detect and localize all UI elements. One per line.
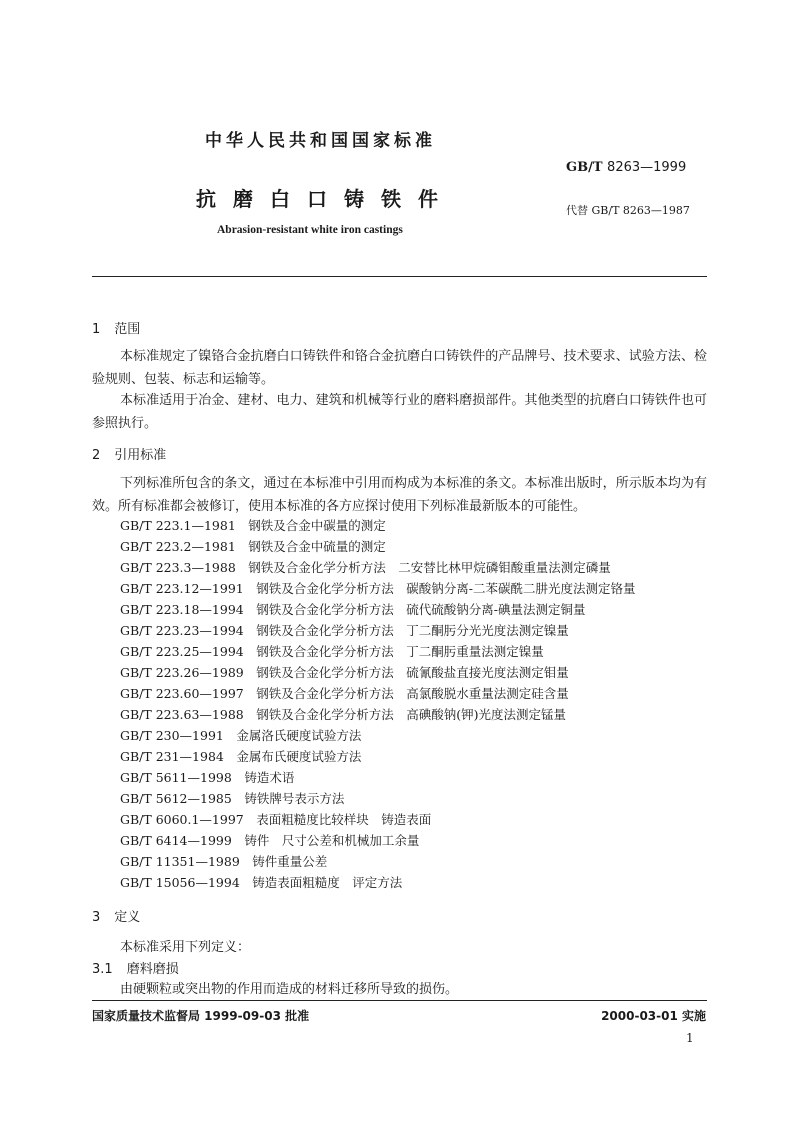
standard-number [566, 160, 686, 175]
reference-item: GB/T 223.60—1997 钢铁及合金化学分析方法 高氯酸脱水重量法测定硅含量 [120, 686, 569, 701]
reference-item: GB/T 11351—1989 铸件重量公差 [120, 854, 328, 869]
section-3-number: 3 [92, 910, 101, 925]
section-1-paragraph-1: 本标准规定了镍铬合金抗磨白口铸铁件和铬合金抗磨白口铸铁件的产品牌号、技术要求、试验方法、检验规则、包装、标志和运输等。 [92, 349, 707, 387]
approval-line: 国家质量技术监督局 1999-09-03 批准 [92, 1009, 310, 1023]
reference-item: GB/T 223.3—1988 钢铁及合金化学分析方法 二安替比林甲烷磷钼酸重量法测定磷量 [120, 560, 611, 575]
reference-item: GB/T 223.25—1994 钢铁及合金化学分析方法 丁二酮肟重量法测定镍量 [120, 644, 544, 659]
section-2-title: 引用标准 [114, 448, 167, 463]
replaces-standard: 代替 GB/T 8263—1987 [566, 204, 690, 217]
reference-item: GB/T 231—1984 金属布氏硬度试验方法 [120, 749, 362, 764]
header-divider [92, 276, 707, 277]
reference-item: GB/T 5612—1985 铸铁牌号表示方法 [120, 791, 345, 806]
reference-item: GB/T 6060.1—1997 表面粗糙度比较样块 铸造表面 [120, 812, 432, 827]
reference-item: GB/T 223.26—1989 钢铁及合金化学分析方法 硫氰酸盐直接光度法测定钼量 [120, 665, 569, 680]
section-1-heading [92, 318, 140, 337]
document-title: 抗磨白口铸铁件 [196, 187, 455, 211]
subsection-3-1-heading [92, 958, 179, 977]
subsection-3-1-number: 3.1 [92, 962, 113, 977]
section-2-heading [92, 444, 166, 463]
reference-item: GB/T 223.63—1988 钢铁及合金化学分析方法 高碘酸钠(钾)光度法测定锰量 [120, 707, 566, 722]
subsection-3-1-text: 由硬颗粒或突出物的作用而造成的材料迁移所导致的损伤。 [120, 982, 459, 997]
section-3-title: 定义 [114, 910, 141, 925]
reference-item: GB/T 223.18—1994 钢铁及合金化学分析方法 硫代硫酸钠分离-碘量法测定铜量 [120, 602, 586, 617]
reference-item: GB/T 15056—1994 铸造表面粗糙度 评定方法 [120, 875, 403, 890]
subsection-3-1-title: 磨料磨损 [126, 962, 179, 977]
reference-item: GB/T 223.23—1994 钢铁及合金化学分析方法 丁二酮肟分光光度法测定镍量 [120, 623, 569, 638]
implementation-date: 2000-03-01 实施 [601, 1009, 706, 1023]
section-1-paragraph-2: 本标准适用于冶金、建材、电力、建筑和机械等行业的磨料磨损部件。其他类型的抗磨白口铸铁件也可参照执行。 [92, 393, 707, 431]
reference-item: GB/T 230—1991 金属洛氏硬度试验方法 [120, 728, 362, 743]
standard-number-year: 8263—1999 [607, 160, 687, 175]
section-3-paragraph-1: 本标准采用下列定义： [120, 940, 251, 955]
section-2-paragraph-1: 下列标准所包含的条文，通过在本标准中引用而构成为本标准的条文。本标准出版时，所示版本均为有效。所有标准都会被修订，使用本标准的各方应探讨使用下列标准最新版本的可能性。 [92, 476, 707, 514]
reference-item: GB/T 223.2—1981 钢铁及合金中硫量的测定 [120, 539, 386, 554]
english-title: Abrasion-resistant white iron castings [217, 224, 403, 236]
section-2-number: 2 [92, 448, 101, 463]
reference-item: GB/T 223.1—1981 钢铁及合金中碳量的测定 [120, 518, 386, 533]
reference-item: GB/T 223.12—1991 钢铁及合金化学分析方法 碳酸钠分离-二苯碳酰二肼光度法测定铬量 [120, 581, 636, 596]
reference-item: GB/T 6414—1999 铸件 尺寸公差和机械加工余量 [120, 833, 420, 848]
national-standard-heading: 中华人民共和国国家标准 [205, 131, 436, 151]
section-1-title: 范围 [114, 322, 141, 337]
footer-divider [92, 1000, 707, 1001]
section-3-heading [92, 906, 140, 925]
reference-item: GB/T 5611—1998 铸造术语 [120, 770, 295, 785]
section-1-number: 1 [92, 322, 101, 337]
page-number: 1 [686, 1031, 694, 1045]
standard-number-prefix: GB/T [566, 160, 603, 175]
